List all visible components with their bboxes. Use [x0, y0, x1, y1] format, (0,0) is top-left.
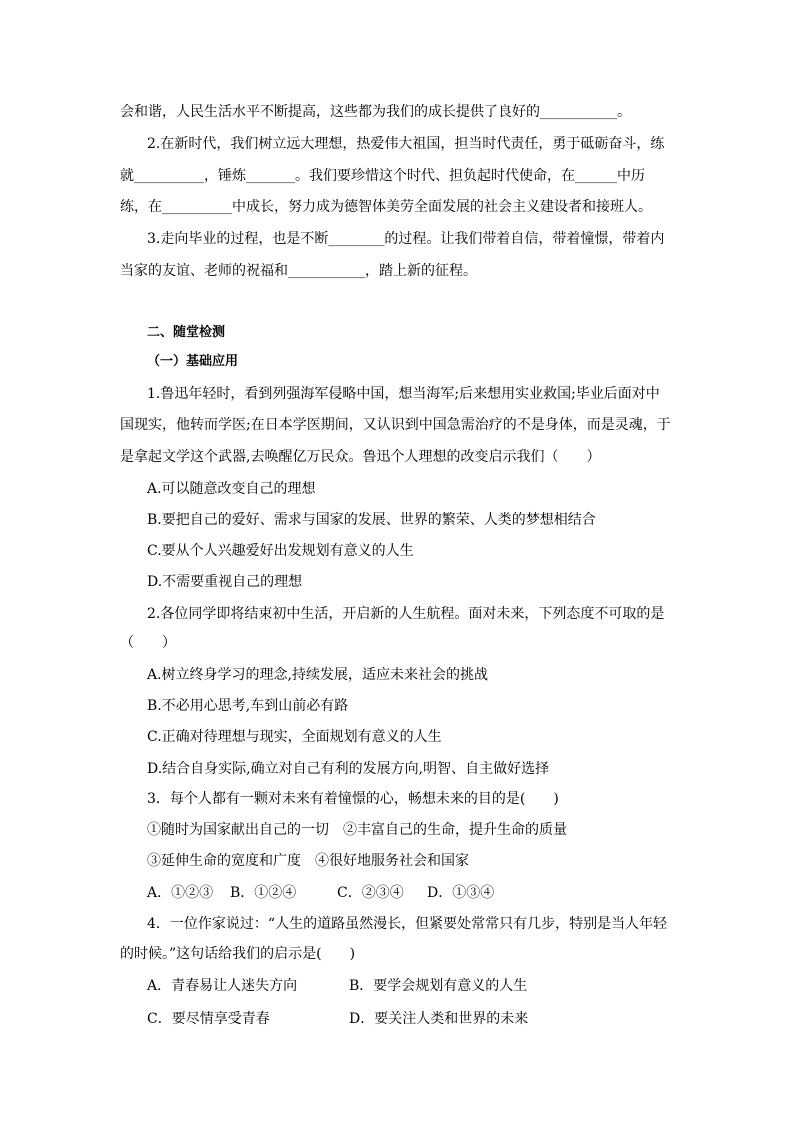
q3-items-line-2: ③延伸生命的宽度和广度 ④很好地服务社会和国家 [147, 853, 469, 869]
q1-stem-line-3: 是拿起文学这个武器,去唤醒亿万民众。鲁迅个人理想的改变启示我们（ ） [120, 449, 601, 465]
q1-option-c: C.要从个人兴趣爱好出发规划有意义的人生 [147, 543, 414, 559]
q3-option-c: C．②③④ [337, 885, 404, 901]
intro-line-1: 会和谐，人民生活水平不断提高，这些都为我们的成长提供了良好的___________。 [120, 104, 631, 120]
intro-q3-line-1: 3.走向毕业的过程，也是不断________的过程。让我们带着自信，带着憧憬，带着内 [147, 231, 665, 247]
intro-q2-line-3: 练，在__________中成长，努力成为德智体美劳全面发展的社会主义建设者和接班人。 [120, 199, 652, 215]
q2-stem-line-1: 2.各位同学即将结束初中生活，开启新的人生航程。面对未来，下列态度不可取的是 [147, 606, 665, 622]
q3-option-d: D．①③④ [427, 885, 495, 901]
q3-items-line-1: ①随时为国家献出自己的一切 ②丰富自己的生命，提升生命的质量 [147, 822, 567, 838]
q2-option-d: D.结合自身实际,确立对自己有利的发展方向,明智、自主做好选择 [147, 761, 550, 777]
q3-stem: 3．每个人都有一颗对未来有着憧憬的心，畅想未来的目的是( ) [147, 791, 559, 807]
q3-option-b: B．①②④ [230, 885, 297, 901]
q4-stem-line-2: 的时候。”这句话给我们的启示是( ) [120, 946, 356, 962]
intro-q2-line-1: 2.在新时代，我们树立远大理想，热爱伟大祖国，担当时代责任，勇于砥砺奋斗，练 [147, 136, 665, 152]
q4-option-c: C．要尽情享受青春 [147, 1011, 270, 1027]
q4-stem-line-1: 4．一位作家说过：“人生的道路虽然漫长，但紧要处常常只有几步，特别是当人年轻 [147, 916, 668, 932]
section-title: 二、随堂检测 [147, 325, 226, 340]
q1-option-b: B.要把自己的爱好、需求与国家的发展、世界的繁荣、人类的梦想相结合 [147, 512, 596, 528]
intro-q2-line-2: 就__________，锤炼_______。我们要珍惜这个时代、担负起时代使命，在______中历 [120, 168, 645, 184]
q4-option-d: D．要关注人类和世界的未来 [349, 1011, 529, 1027]
q1-option-d: D.不需要重视自己的理想 [147, 574, 303, 590]
q4-option-a: A．青春易让人迷失方向 [147, 978, 298, 994]
q2-option-a: A.树立终身学习的理念,持续发展，适应未来社会的挑战 [147, 667, 489, 683]
q2-option-b: B.不必用心思考,车到山前必有路 [147, 698, 349, 714]
q2-stem-line-2: （ ） [120, 635, 176, 651]
section-subtitle: （一）基础应用 [147, 354, 239, 369]
intro-q3-line-2: 当家的友谊、老师的祝福和___________，踏上新的征程。 [120, 263, 477, 279]
q1-option-a: A.可以随意改变自己的理想 [147, 481, 316, 497]
q1-stem-line-2: 国现实，他转而学医;在日本学医期间，又认识到中国急需治疗的不是身体，而是灵魂，于 [120, 417, 671, 433]
q3-option-a: A．①②③ [147, 885, 214, 901]
q2-option-c: C.正确对待理想与现实，全面规划有意义的人生 [147, 729, 442, 745]
q4-option-b: B．要学会规划有意义的人生 [349, 978, 528, 994]
q1-stem-line-1: 1.鲁迅年轻时，看到列强海军侵略中国，想当海军;后来想用实业救国;毕业后面对中 [147, 386, 660, 402]
